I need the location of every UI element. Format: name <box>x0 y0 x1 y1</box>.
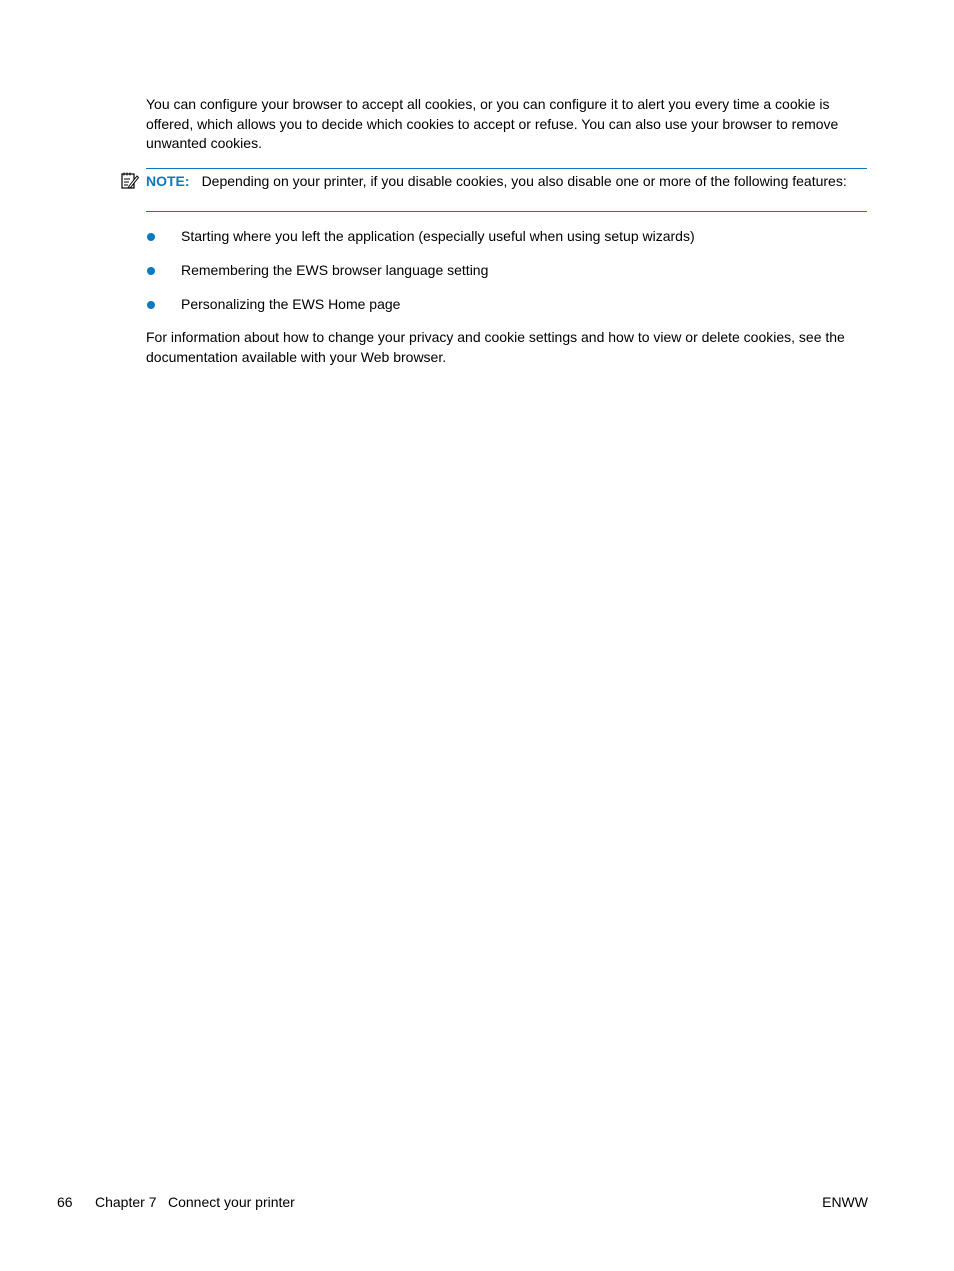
feature-list <box>146 227 868 329</box>
list-item <box>146 261 868 295</box>
bullet-icon <box>147 301 155 309</box>
note-box <box>146 168 867 212</box>
note-text <box>146 172 867 192</box>
list-item <box>146 295 868 329</box>
note-label: NOTE: <box>146 173 190 189</box>
bullet-icon <box>147 233 155 241</box>
chapter-title: Connect your printer <box>168 1194 295 1210</box>
chapter-label: Chapter 7 <box>95 1194 157 1210</box>
intro-paragraph: You can configure your browser to accept all cookies, or you can configure it to alert you every time a cookie is offered, which allows you to decide which cookies to accept or refuse. You can also use your browser to remove unwanted cookies. <box>146 96 839 151</box>
bullet-icon <box>147 267 155 275</box>
page-number: 66 <box>57 1194 73 1210</box>
outro-paragraph: For information about how to change your privacy and cookie settings and how to view or delete cookies, see the documentation available with your Web browser. <box>146 329 845 365</box>
list-item-text: Starting where you left the application (especially useful when using setup wizards) <box>181 228 695 244</box>
note-body: Depending on your printer, if you disable cookies, you also disable one or more of the following features: <box>201 173 847 189</box>
note-icon <box>120 171 140 191</box>
list-item <box>146 227 868 261</box>
footer-right-label: ENWW <box>822 1194 868 1210</box>
page-footer <box>57 1193 868 1213</box>
list-item-text: Personalizing the EWS Home page <box>181 296 401 312</box>
list-item-text: Remembering the EWS browser language setting <box>181 262 489 278</box>
